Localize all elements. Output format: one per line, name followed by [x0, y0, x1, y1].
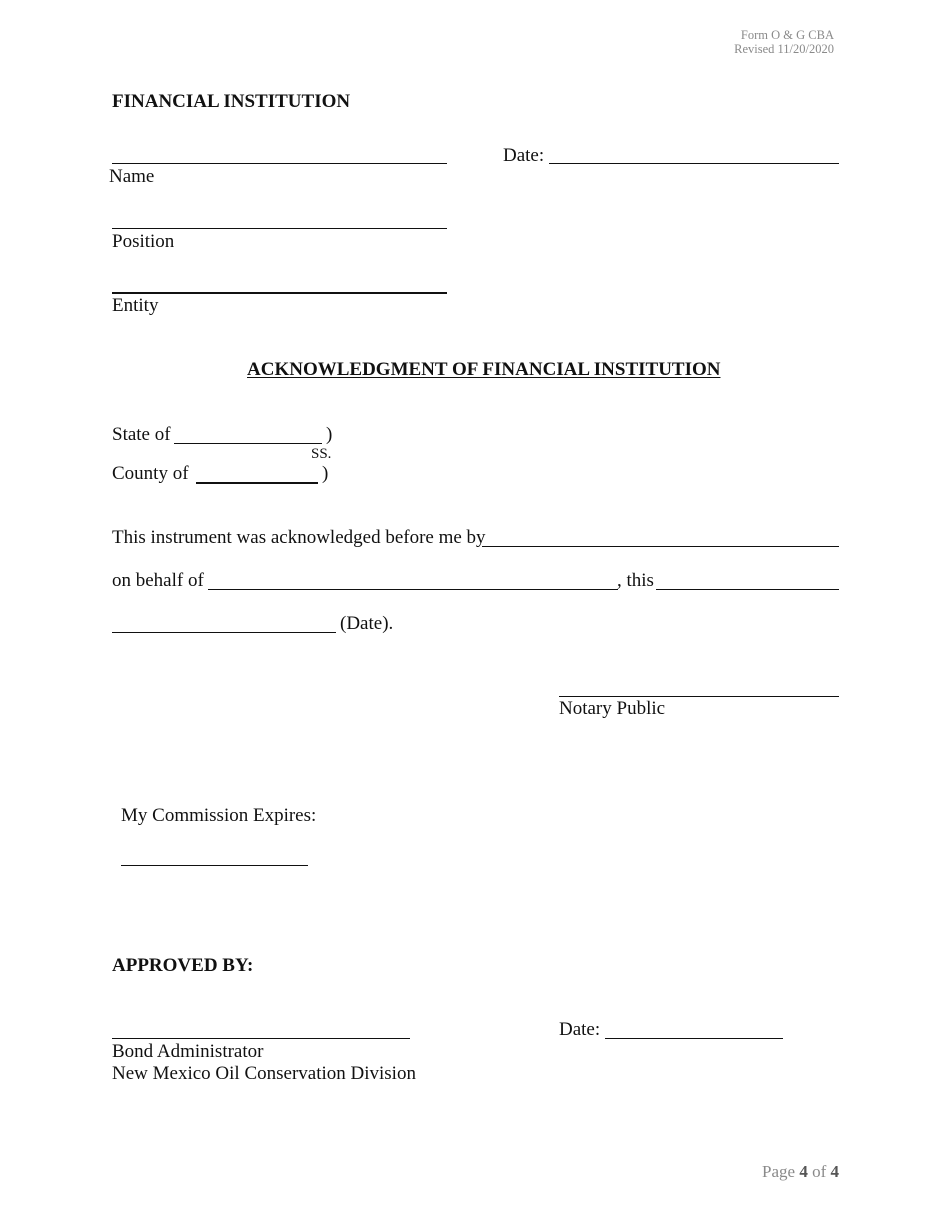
entity-line[interactable] — [112, 292, 447, 294]
date-label: Date: — [503, 145, 545, 166]
state-line[interactable] — [174, 443, 322, 444]
this-day-line[interactable] — [656, 589, 839, 590]
notary-public-label: Notary Public — [559, 698, 666, 719]
division-label: New Mexico Oil Conservation Division — [112, 1063, 416, 1084]
state-paren: ) — [326, 424, 333, 445]
county-line[interactable] — [196, 482, 318, 484]
entity-label: Entity — [112, 295, 159, 316]
approval-date-label: Date: — [559, 1019, 601, 1040]
revised-date: Revised 11/20/2020 — [734, 42, 834, 56]
of-word: of — [812, 1162, 827, 1181]
notary-signature-line[interactable] — [559, 696, 839, 697]
commission-expires-label: My Commission Expires: — [121, 805, 317, 826]
behalf-label: on behalf of — [112, 570, 204, 591]
state-label: State of — [112, 424, 171, 445]
name-label: Name — [109, 166, 155, 187]
form-id: Form O & G CBA — [740, 28, 834, 42]
name-signature-line[interactable] — [112, 163, 447, 164]
form-header — [734, 28, 834, 56]
acknowledged-sentence: This instrument was acknowledged before me by — [112, 527, 486, 548]
page-word: Page — [762, 1162, 796, 1181]
position-line[interactable] — [112, 228, 447, 229]
behalf-line[interactable] — [208, 589, 618, 590]
page-current: 4 — [799, 1162, 808, 1181]
position-label: Position — [112, 231, 175, 252]
date-line[interactable] — [549, 163, 839, 164]
administrator-signature-line[interactable] — [112, 1038, 410, 1039]
bond-administrator-label: Bond Administrator — [112, 1041, 264, 1062]
financial-institution-heading: FINANCIAL INSTITUTION — [112, 91, 351, 112]
date-acknowledged-line[interactable] — [112, 632, 336, 633]
page-total: 4 — [830, 1162, 839, 1181]
page-number — [762, 1162, 839, 1182]
date-suffix: (Date). — [340, 613, 394, 634]
county-paren: ) — [322, 463, 329, 484]
commission-expires-line[interactable] — [121, 865, 308, 866]
this-label: , this — [617, 570, 654, 591]
approval-date-line[interactable] — [605, 1038, 783, 1039]
ss-label: SS. — [311, 446, 332, 462]
acknowledgment-title: ACKNOWLEDGMENT OF FINANCIAL INSTITUTION — [247, 359, 721, 380]
approved-by-heading: APPROVED BY: — [112, 955, 254, 976]
county-label: County of — [112, 463, 189, 484]
acknowledged-by-line[interactable] — [482, 546, 839, 547]
